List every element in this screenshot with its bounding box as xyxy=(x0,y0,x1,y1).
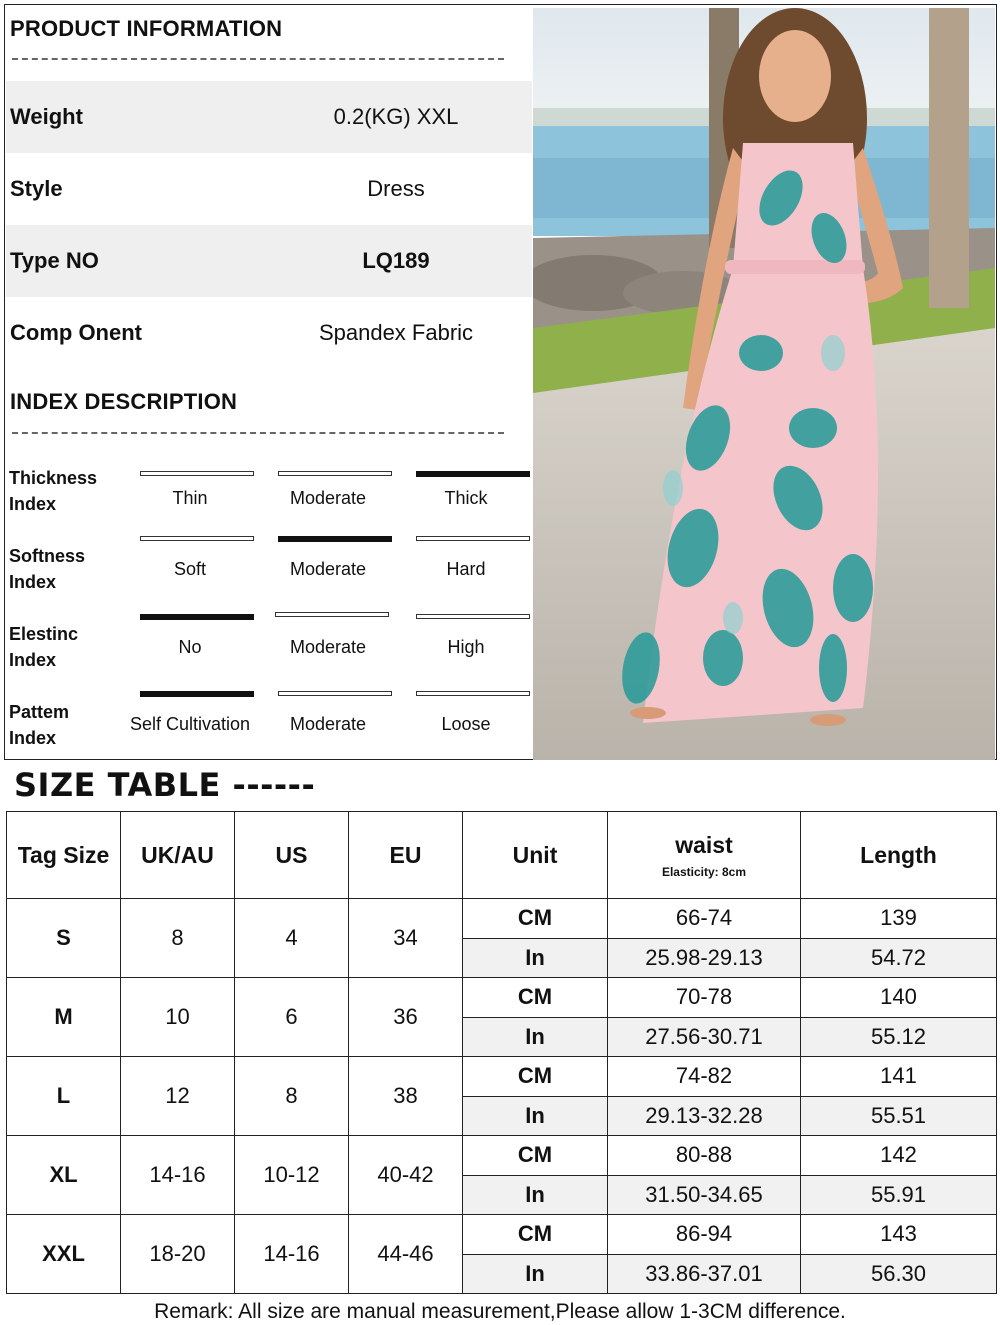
unit-cell: In xyxy=(463,1017,608,1057)
product-photo xyxy=(533,8,995,760)
index-bar-soft xyxy=(140,536,254,541)
waist-cell: 31.50-34.65 xyxy=(608,1175,801,1215)
table-row xyxy=(7,1136,997,1176)
unit-cell: In xyxy=(463,1254,608,1294)
header-tag-size: Tag Size xyxy=(7,812,121,899)
table-row xyxy=(7,899,997,939)
index-option: No xyxy=(178,637,202,657)
index-bar-no-selected xyxy=(140,614,254,620)
table-row xyxy=(7,978,997,1018)
waist-cell: 25.98-29.13 xyxy=(608,938,801,978)
eu-cell: 44-46 xyxy=(349,1215,463,1294)
header-eu: EU xyxy=(349,812,463,899)
info-row-type-no xyxy=(6,225,532,297)
info-value: 0.2(KG) XXL xyxy=(333,104,459,129)
length-cell: 139 xyxy=(801,899,997,939)
waist-elasticity-note: Elasticity: 8cm xyxy=(661,864,747,879)
index-bar-loose xyxy=(416,691,530,696)
table-row xyxy=(7,1215,997,1255)
info-label: Weight xyxy=(10,104,83,129)
us-cell: 10-12 xyxy=(235,1136,349,1215)
index-option: Thin xyxy=(172,488,208,508)
length-cell: 56.30 xyxy=(801,1254,997,1294)
header-waist: waist Elasticity: 8cm xyxy=(608,812,801,899)
dashed-divider xyxy=(12,432,504,434)
remark-note: Remark: All size are manual measurement,Please allow 1-3CM difference. xyxy=(154,1300,846,1323)
index-bar-thin xyxy=(140,471,254,476)
size-table-title: SIZE TABLE ------ xyxy=(14,766,316,804)
index-bar-moderate xyxy=(275,612,389,617)
waist-cell: 70-78 xyxy=(608,978,801,1018)
info-label: Type NO xyxy=(10,248,99,273)
eu-cell: 38 xyxy=(349,1057,463,1136)
index-option: Moderate xyxy=(289,714,367,734)
info-row-style xyxy=(6,153,532,225)
waist-cell: 29.13-32.28 xyxy=(608,1096,801,1136)
index-option: Hard xyxy=(446,559,486,579)
index-option: Self Cultivation xyxy=(129,714,251,734)
unit-cell: In xyxy=(463,938,608,978)
eu-cell: 34 xyxy=(349,899,463,978)
index-bar-hard xyxy=(416,536,530,541)
index-option: Soft xyxy=(173,559,207,579)
dashed-divider xyxy=(12,58,504,60)
index-label-thickness: Thickness Index xyxy=(9,468,98,514)
index-label-elasticity: Elestinc Index xyxy=(9,624,79,670)
eu-cell: 36 xyxy=(349,978,463,1057)
index-option: Thick xyxy=(444,488,488,508)
info-value: Dress xyxy=(367,176,425,201)
unit-cell: CM xyxy=(463,1057,608,1097)
header-length: Length xyxy=(801,812,997,899)
us-cell: 14-16 xyxy=(235,1215,349,1294)
length-cell: 140 xyxy=(801,978,997,1018)
uk-au-cell: 14-16 xyxy=(121,1136,235,1215)
info-row-component xyxy=(6,297,532,369)
header-unit: Unit xyxy=(463,812,608,899)
size-table-header xyxy=(7,812,997,899)
unit-cell: In xyxy=(463,1096,608,1136)
info-label: Comp Onent xyxy=(10,320,142,345)
tag-size-cell: XL xyxy=(7,1136,121,1215)
unit-cell: CM xyxy=(463,1136,608,1176)
tag-size-cell: S xyxy=(7,899,121,978)
us-cell: 4 xyxy=(235,899,349,978)
model-dress-illustration xyxy=(533,8,995,760)
uk-au-cell: 8 xyxy=(121,899,235,978)
tag-size-cell: XXL xyxy=(7,1215,121,1294)
length-cell: 55.51 xyxy=(801,1096,997,1136)
length-cell: 143 xyxy=(801,1215,997,1255)
index-bar-moderate xyxy=(278,691,392,696)
size-table xyxy=(6,811,997,1294)
index-option: High xyxy=(447,637,485,657)
us-cell: 8 xyxy=(235,1057,349,1136)
index-bar-high xyxy=(416,614,530,619)
index-bar-self-cultivation-selected xyxy=(140,691,254,697)
index-label-pattern: Pattem Index xyxy=(9,702,70,748)
uk-au-cell: 12 xyxy=(121,1057,235,1136)
waist-cell: 66-74 xyxy=(608,899,801,939)
info-row-weight xyxy=(6,81,532,153)
info-label: Style xyxy=(10,176,63,201)
length-cell: 55.12 xyxy=(801,1017,997,1057)
us-cell: 6 xyxy=(235,978,349,1057)
eu-cell: 40-42 xyxy=(349,1136,463,1215)
waist-cell: 27.56-30.71 xyxy=(608,1017,801,1057)
table-row xyxy=(7,1057,997,1097)
index-option: Moderate xyxy=(289,637,367,657)
index-bar-moderate xyxy=(278,471,392,476)
uk-au-cell: 10 xyxy=(121,978,235,1057)
index-option: Loose xyxy=(441,714,491,734)
info-value: LQ189 xyxy=(362,248,430,273)
length-cell: 54.72 xyxy=(801,938,997,978)
index-option: Moderate xyxy=(289,488,367,508)
unit-cell: CM xyxy=(463,978,608,1018)
unit-cell: CM xyxy=(463,1215,608,1255)
index-bar-moderate-selected xyxy=(278,536,392,542)
unit-cell: In xyxy=(463,1175,608,1215)
index-option: Moderate xyxy=(289,559,367,579)
index-label-softness: Softness Index xyxy=(9,546,86,592)
waist-cell: 33.86-37.01 xyxy=(608,1254,801,1294)
waist-cell: 86-94 xyxy=(608,1215,801,1255)
waist-cell: 80-88 xyxy=(608,1136,801,1176)
length-cell: 141 xyxy=(801,1057,997,1097)
length-cell: 142 xyxy=(801,1136,997,1176)
tag-size-cell: L xyxy=(7,1057,121,1136)
waist-cell: 74-82 xyxy=(608,1057,801,1097)
header-us: US xyxy=(235,812,349,899)
index-bar-thick-selected xyxy=(416,471,530,477)
info-value: Spandex Fabric xyxy=(318,320,474,345)
length-cell: 55.91 xyxy=(801,1175,997,1215)
product-info-title: PRODUCT INFORMATION xyxy=(10,16,283,41)
index-description-title: INDEX DESCRIPTION xyxy=(10,389,238,414)
uk-au-cell: 18-20 xyxy=(121,1215,235,1294)
tag-size-cell: M xyxy=(7,978,121,1057)
unit-cell: CM xyxy=(463,899,608,939)
header-uk-au: UK/AU xyxy=(121,812,235,899)
